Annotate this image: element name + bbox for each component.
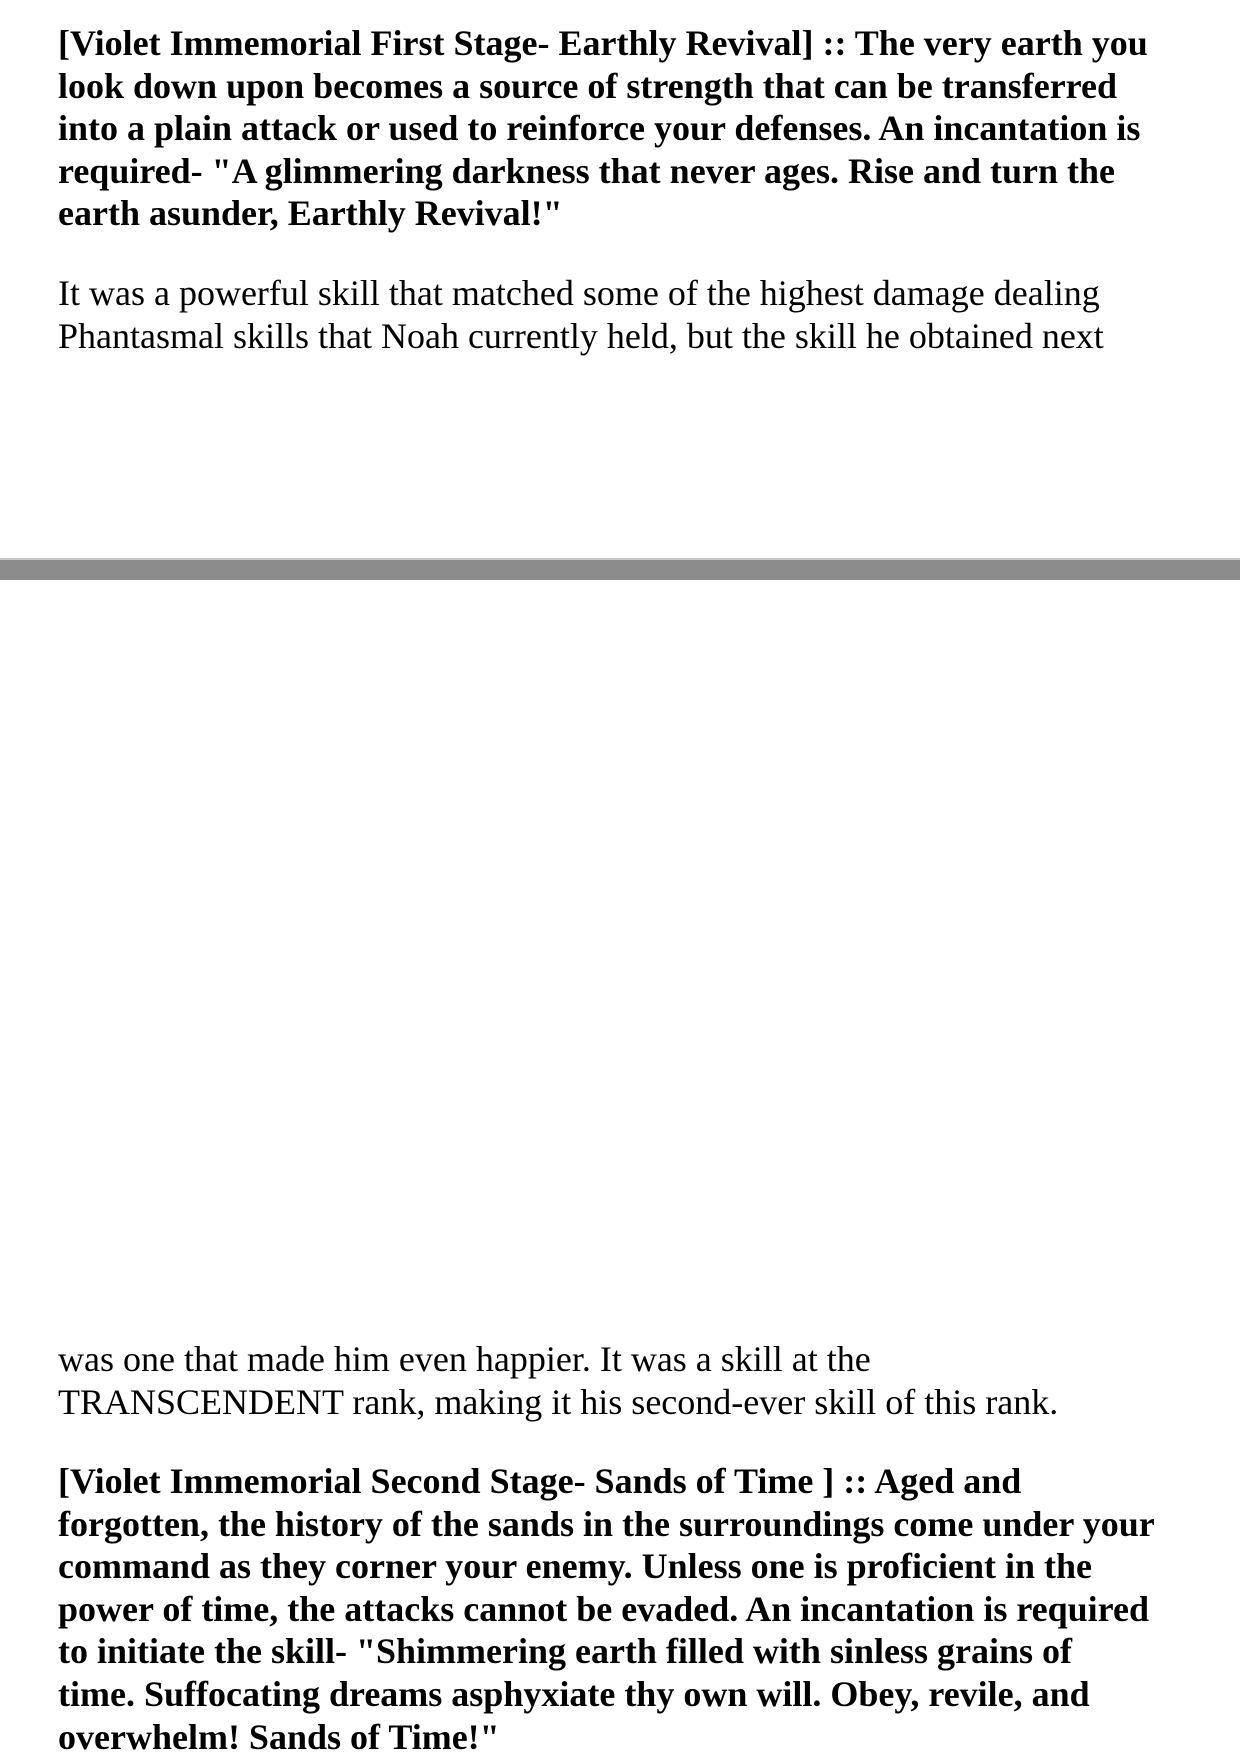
page-separator [0,558,1240,580]
page-top [0,0,1240,558]
narrative-paragraph-continued: was one that made him even happier. It was a skill at the TRANSCENDENT rank, making it his second-ever skill of this rank. [58,1339,1059,1422]
page-bottom [0,580,1240,1757]
skill-description-first-stage: [Violet Immemorial First Stage- Earthly Revival] :: The very earth you look down upon becomes a source of strength that can be transferred into a plain attack or used to reinforce your defenses. An incantation is required- "A glimmering darkness that never ages. Rise and turn the earth asunder, Earthly Revival!" [58,23,1148,234]
narrative-paragraph: It was a powerful skill that matched some of the highest damage dealing Phantasmal skills that Noah currently held, but the skill he obtained next [58,273,1104,356]
skill-description-second-stage: [Violet Immemorial Second Stage- Sands of Time ] :: Aged and forgotten, the history of the sands in the surroundings come under your command as they corner your enemy. Unless one is proficient in the power of time, the attacks cannot be evaded. An incantation is required to initiate the skill- "Shimmering earth filled with sinless grains of time. Suffocating dreams asphyxiate thy own will. Obey, revile, and overwhelm! Sands of Time!" [58,1461,1155,1757]
